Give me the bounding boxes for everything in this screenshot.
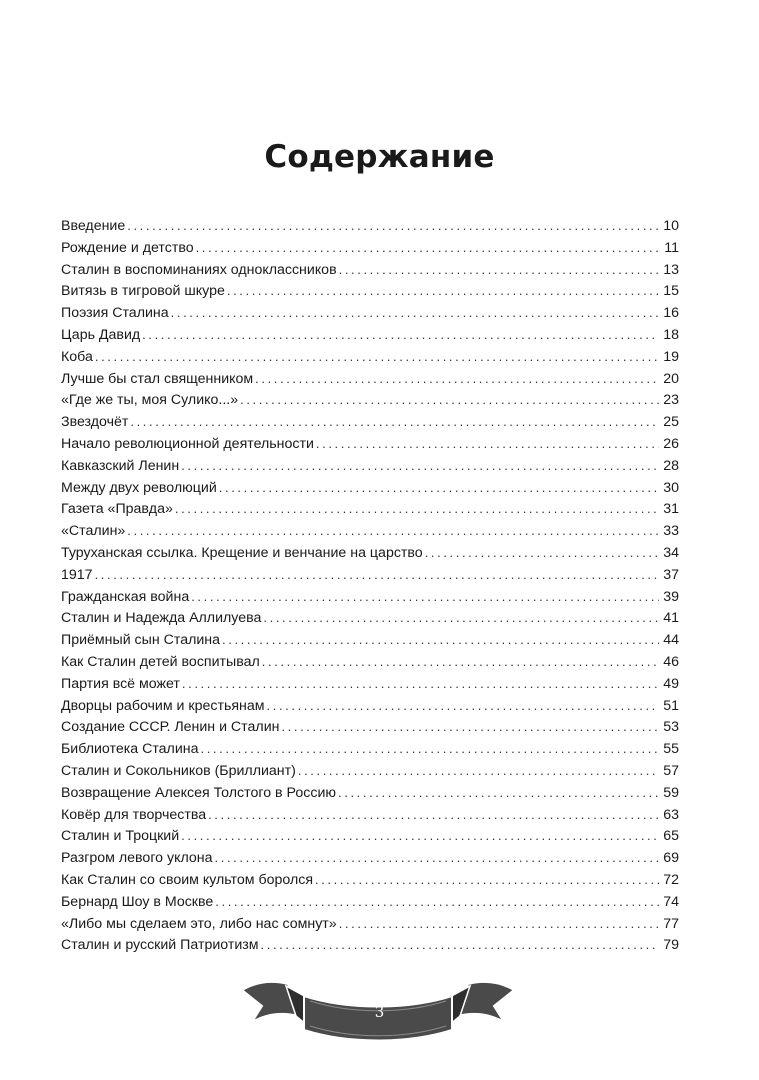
toc-dot-leader bbox=[181, 455, 659, 477]
toc-entry-page: 37 bbox=[663, 566, 679, 583]
toc-entry-title: «Либо мы сделаем это, либо нас сомнут» bbox=[61, 915, 337, 932]
toc-entry-page: 39 bbox=[663, 588, 679, 605]
toc-entry-title: Введение bbox=[61, 218, 126, 234]
toc-dot-leader bbox=[261, 934, 660, 956]
toc-entry-page: 20 bbox=[663, 370, 679, 387]
toc-dot-leader bbox=[130, 411, 659, 433]
toc-entry-title: Ковёр для творчества bbox=[61, 806, 207, 823]
toc-dot-leader bbox=[281, 716, 659, 738]
toc-entry-page: 25 bbox=[663, 414, 679, 431]
toc-entry-page: 28 bbox=[663, 457, 679, 474]
toc-entry-page: 65 bbox=[663, 828, 679, 845]
toc-dot-leader bbox=[182, 673, 659, 695]
toc-entry-page: 49 bbox=[663, 675, 679, 692]
toc-entry-title: Сталин и русский Патриотизм bbox=[61, 937, 259, 954]
toc-dot-leader bbox=[263, 607, 659, 629]
toc-entry-page: 53 bbox=[663, 719, 679, 736]
toc-entry bbox=[61, 346, 679, 368]
page-number: 3 bbox=[374, 1003, 385, 1021]
toc-entry-page: 11 bbox=[664, 239, 679, 256]
toc-entry-title: Поэзия Сталина bbox=[61, 305, 169, 322]
toc-entry-title: Между двух революций bbox=[61, 479, 217, 496]
toc-dot-leader bbox=[127, 215, 659, 237]
toc-entry-page: 23 bbox=[663, 392, 679, 409]
toc-dot-leader bbox=[425, 542, 660, 564]
toc-entry-title: Туруханская ссылка. Крещение и венчание на царство bbox=[61, 544, 423, 561]
toc-entry-title: Сталин и Троцкий bbox=[61, 828, 180, 845]
toc-entry-title: Лучше бы стал священником bbox=[61, 370, 254, 387]
toc-dot-leader bbox=[181, 825, 659, 847]
toc-dot-leader bbox=[267, 695, 660, 717]
toc-entry-page: 34 bbox=[663, 544, 679, 561]
toc-entry-title: Как Сталин детей воспитывал bbox=[61, 653, 260, 670]
toc-entry-page: 41 bbox=[663, 610, 679, 627]
toc-entry-page: 77 bbox=[663, 915, 679, 932]
toc-entry bbox=[61, 782, 679, 804]
toc-entry-title: Возвращение Алексея Толстого в Россию bbox=[61, 784, 337, 801]
toc-dot-leader bbox=[339, 259, 660, 281]
toc-entry-page: 16 bbox=[663, 305, 679, 322]
toc-entry-page: 31 bbox=[663, 501, 679, 518]
toc-entry-title: Сталин и Сокольников (Бриллиант) bbox=[61, 762, 296, 779]
toc-dot-leader bbox=[227, 280, 659, 302]
toc-entry-title: Кавказский Ленин bbox=[61, 457, 180, 474]
toc-dot-leader bbox=[215, 891, 659, 913]
toc-entry bbox=[61, 804, 679, 826]
toc-entry bbox=[61, 389, 679, 411]
toc-entry bbox=[61, 302, 679, 324]
toc-dot-leader bbox=[255, 368, 659, 390]
toc-dot-leader bbox=[208, 804, 659, 826]
toc-entry bbox=[61, 542, 679, 564]
toc-entry-page: 15 bbox=[663, 283, 679, 300]
toc-entry bbox=[61, 280, 679, 302]
toc-entry bbox=[61, 716, 679, 738]
toc-entry bbox=[61, 498, 679, 520]
toc-entry-page: 79 bbox=[663, 937, 679, 954]
toc-dot-leader bbox=[219, 477, 659, 499]
toc-dot-leader bbox=[222, 629, 659, 651]
toc-entry bbox=[61, 607, 679, 629]
toc-entry-title: Разгром левого уклона bbox=[61, 850, 213, 867]
toc-entry-title: Начало революционной деятельности bbox=[61, 435, 314, 452]
toc-entry-page: 44 bbox=[663, 632, 679, 649]
toc-entry bbox=[61, 586, 679, 608]
toc-entry bbox=[61, 913, 679, 935]
toc-entry bbox=[61, 433, 679, 455]
toc-entry-page: 18 bbox=[663, 326, 679, 343]
toc-entry-page: 74 bbox=[663, 893, 679, 910]
toc-entry-title: «Сталин» bbox=[61, 523, 126, 540]
toc-entry bbox=[61, 847, 679, 869]
toc-entry bbox=[61, 869, 679, 891]
page-title: Содержание bbox=[264, 138, 495, 175]
toc-dot-leader bbox=[196, 237, 661, 259]
toc-entry-page: 19 bbox=[663, 348, 679, 365]
toc-entry bbox=[61, 760, 679, 782]
toc-entry bbox=[61, 520, 679, 542]
toc-entry-title: Приёмный сын Сталина bbox=[61, 632, 221, 649]
toc-entry-page: 69 bbox=[663, 850, 679, 867]
toc-dot-leader bbox=[201, 738, 660, 760]
toc-entry-title: Бернард Шоу в Москве bbox=[61, 893, 214, 910]
toc-dot-leader bbox=[127, 520, 659, 542]
toc-entry bbox=[61, 477, 679, 499]
toc-entry-title: Витязь в тигровой шкуре bbox=[61, 283, 225, 300]
toc-entry bbox=[61, 825, 679, 847]
toc-dot-leader bbox=[191, 586, 659, 608]
toc-entry bbox=[61, 738, 679, 760]
toc-entry bbox=[61, 455, 679, 477]
toc-entry bbox=[61, 673, 679, 695]
toc-entry bbox=[61, 695, 679, 717]
toc-entry bbox=[61, 891, 679, 913]
toc-entry-title: Царь Давид bbox=[61, 326, 141, 343]
toc-dot-leader bbox=[175, 498, 659, 520]
toc-entry-page: 33 bbox=[663, 523, 679, 540]
toc-entry-title: Газета «Правда» bbox=[61, 501, 173, 518]
table-of-contents bbox=[61, 215, 679, 956]
toc-entry-page: 46 bbox=[663, 653, 679, 670]
toc-entry bbox=[61, 259, 679, 281]
toc-dot-leader bbox=[95, 564, 660, 586]
toc-dot-leader bbox=[262, 651, 659, 673]
toc-entry-title: Сталин и Надежда Аллилуева bbox=[61, 610, 262, 627]
toc-entry-page: 51 bbox=[663, 697, 679, 714]
toc-dot-leader bbox=[240, 389, 659, 411]
toc-entry-title: Партия всё может bbox=[61, 675, 180, 692]
toc-entry bbox=[61, 651, 679, 673]
toc-entry-title: Звездочёт bbox=[61, 414, 129, 431]
toc-entry-title: «Где же ты, моя Сулико...» bbox=[61, 392, 239, 409]
toc-entry-title: Как Сталин со своим культом боролся bbox=[61, 871, 313, 888]
toc-entry-page: 30 bbox=[663, 479, 679, 496]
toc-entry-title: Библиотека Сталина bbox=[61, 741, 199, 758]
toc-dot-leader bbox=[298, 760, 659, 782]
toc-entry-page: 57 bbox=[663, 762, 679, 779]
toc-entry-title: Создание СССР. Ленин и Сталин bbox=[61, 719, 280, 736]
toc-entry-page: 26 bbox=[663, 435, 679, 452]
toc-dot-leader bbox=[95, 346, 659, 368]
toc-entry-title: Гражданская война bbox=[61, 588, 190, 605]
toc-entry-page: 55 bbox=[663, 741, 679, 758]
toc-entry-page: 10 bbox=[663, 218, 679, 234]
toc-entry bbox=[61, 629, 679, 651]
toc-entry-title: 1917 bbox=[61, 566, 93, 583]
toc-dot-leader bbox=[171, 302, 660, 324]
toc-entry-page: 72 bbox=[663, 871, 679, 888]
toc-entry-page: 13 bbox=[663, 261, 679, 278]
toc-dot-leader bbox=[316, 433, 659, 455]
toc-entry bbox=[61, 368, 679, 390]
toc-entry bbox=[61, 564, 679, 586]
toc-entry bbox=[61, 934, 679, 956]
toc-entry bbox=[61, 237, 679, 259]
toc-entry-title: Дворцы рабочим и крестьянам bbox=[61, 697, 265, 714]
toc-entry bbox=[61, 324, 679, 346]
toc-entry-title: Сталин в воспоминаниях одноклассников bbox=[61, 261, 337, 278]
toc-entry-title: Рождение и детство bbox=[61, 239, 194, 256]
toc-entry-title: Коба bbox=[61, 348, 93, 365]
toc-entry-page: 63 bbox=[663, 806, 679, 823]
toc-dot-leader bbox=[215, 847, 660, 869]
toc-dot-leader bbox=[338, 782, 659, 804]
toc-dot-leader bbox=[142, 324, 659, 346]
toc-dot-leader bbox=[339, 913, 660, 935]
toc-dot-leader bbox=[315, 869, 659, 891]
toc-entry bbox=[61, 411, 679, 433]
toc-entry-page: 59 bbox=[663, 784, 679, 801]
toc-entry bbox=[61, 215, 679, 237]
